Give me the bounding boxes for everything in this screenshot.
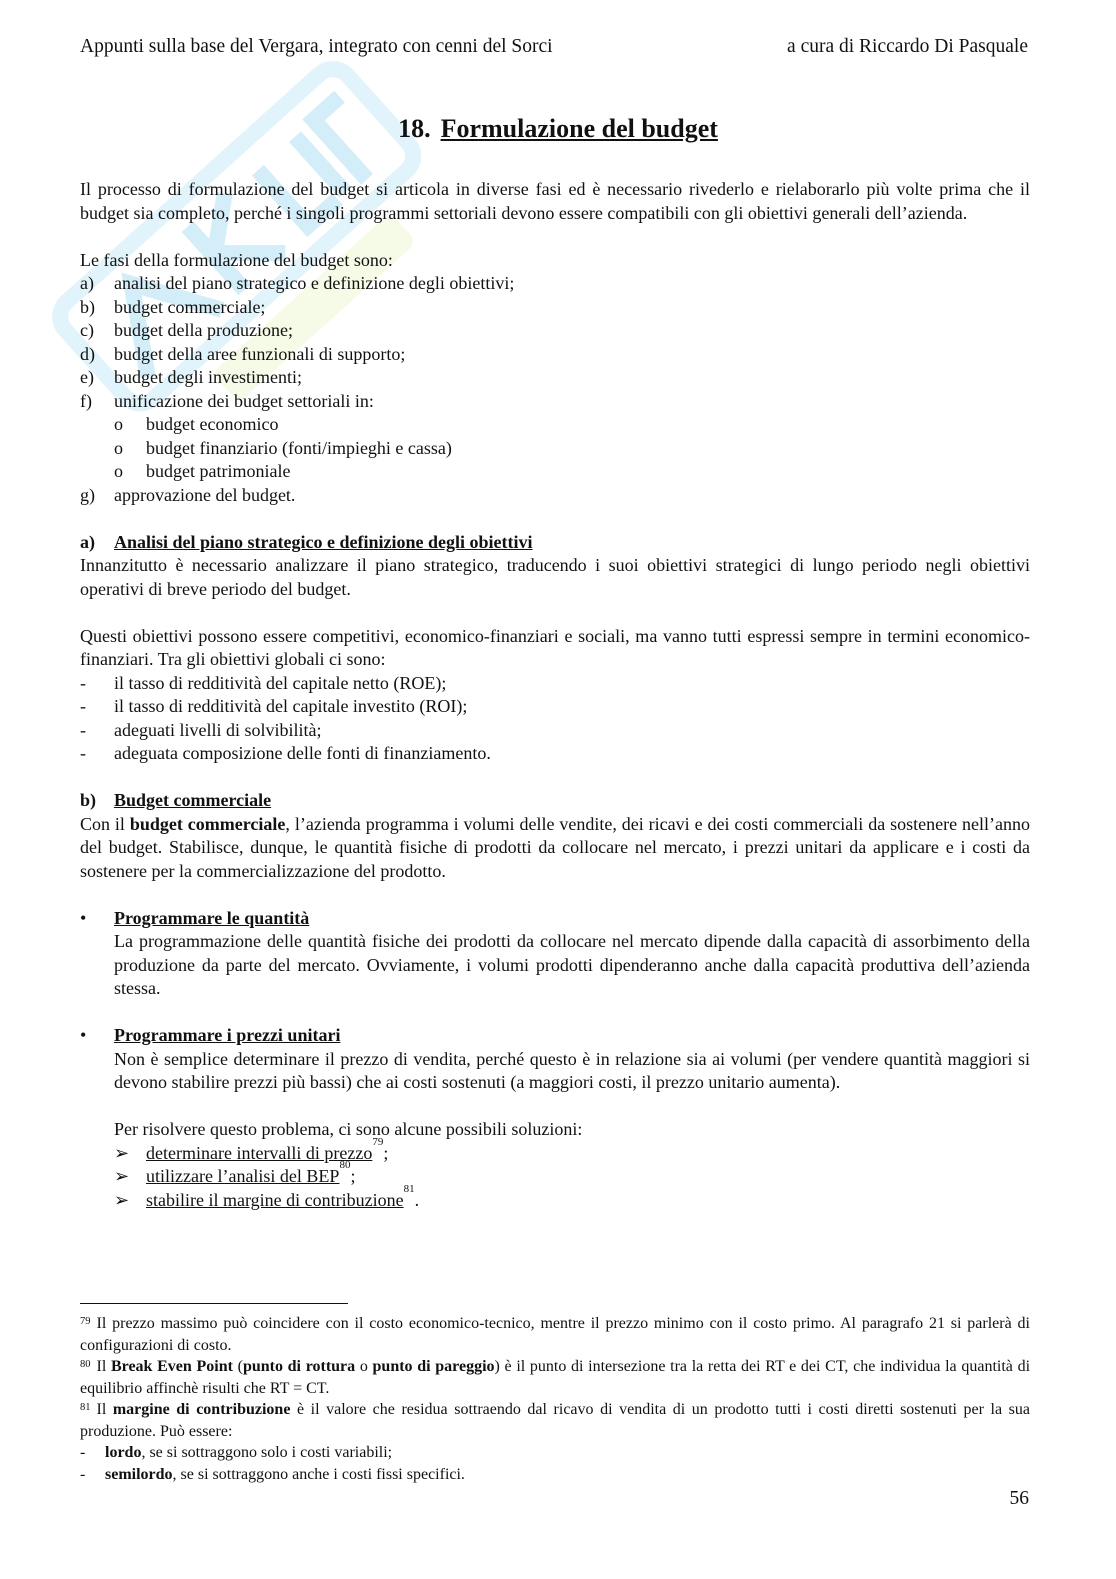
intro-paragraph: Il processo di formulazione del budget si articola in diverse fasi ed è necessario rivederlo e rielaborarlo più volte prima che il budget sia completo, perché i singoli programmi settoriali devono essere compatibili con gli obiettivi generali dell’azienda. <box>80 179 1030 223</box>
list-item: a) analisi del piano strategico e definizione degli obiettivi; <box>80 273 515 293</box>
main-content <box>80 178 1030 1212</box>
list-item: b) budget commerciale; <box>80 296 266 317</box>
solution-item: ➢ utilizzare l’analisi del BEP 80 ; <box>80 1165 1030 1189</box>
page-title <box>0 114 1116 144</box>
bullet-quantita: • Programmare le quantità La programmazione delle quantità fisiche dei prodotti da collocare nel mercato dipende dalla capacità di assorbimento della produzione da parte del mercato. Ovviamente, i volumi prodotti dipenderanno anche dalla capacità produttiva dell’azienda stessa. <box>80 907 1030 1001</box>
section-a-heading: a) Analisi del piano strategico e definizione degli obiettivi <box>80 531 533 552</box>
section-a-paragraph-2: Questi obiettivi possono essere competitivi, economico-finanziari e sociali, ma vanno tutti espressi sempre in termini economico-finanziari. Tra gli obiettivi globali ci sono: <box>80 625 1030 669</box>
footnote-list-item: - lordo, se si sottraggono solo i costi variabili; <box>80 1444 393 1461</box>
phases-list <box>80 272 1030 507</box>
solution-item: ➢ stabilire il margine di contribuzione 81 . <box>80 1189 1030 1213</box>
list-item: e) budget degli investimenti; <box>80 367 302 387</box>
footnote-ref[interactable]: 81 <box>403 1182 415 1195</box>
bullet-text: Non è semplice determinare il prezzo di vendita, perché questo è in relazione sia ai volumi (per vendere quantità maggiori si devono stabilire prezzi più bassi) che ai costi sostenuti (a maggiori costi, il prezzo unitario aumenta). <box>114 1048 1030 1092</box>
solutions-intro: Per risolvere questo problema, ci sono alcune possibili soluzioni: <box>114 1119 583 1139</box>
footnote-divider <box>80 1303 348 1304</box>
footnote-79: $^{79}$ Il prezzo massimo può coincidere con il costo economico-tecnico, mentre il prezzo minimo con il costo primo. Al paragrafo 21 si parlerà di configurazioni di costo. <box>80 1315 1030 1354</box>
footnote-ref[interactable]: 79 <box>372 1135 384 1148</box>
footnotes <box>80 1313 1030 1485</box>
footnote-ref[interactable]: 80 <box>339 1159 351 1171</box>
bullet-prezzi: • Programmare i prezzi unitari Non è semplice determinare il prezzo di vendita, perché questo è in relazione sia ai volumi (per vendere quantità maggiori si devono stabilire prezzi più bassi) che ai costi sostenuti (a maggiori costi, il prezzo unitario aumenta). Per risolvere questo problema, ci sono alcune possibili soluzioni: <box>80 1024 1030 1142</box>
sub-list-item: o budget patrimoniale <box>114 461 291 481</box>
bullet-heading: Programmare le quantità <box>114 907 310 928</box>
list-item: - il tasso di redditività del capitale netto (ROE); <box>80 672 447 693</box>
footnote-81: $^{81}$ Il margine di contribuzione è il valore che residua sottraendo dal ricavo di vendita di un prodotto tutti i costi diretti sostenuti per la sua produzione. Può essere: <box>80 1401 1030 1440</box>
sub-list-item: o budget economico <box>114 414 279 434</box>
bullet-text: La programmazione delle quantità fisiche dei prodotti da collocare nel mercato dipende dalla capacità di assorbimento della produzione da parte del mercato. Ovviamente, i volumi prodotti dipenderanno anche dalla capacità produttiva dell’azienda stessa. <box>114 931 1030 998</box>
header-right: a cura di Riccardo Di Pasquale <box>787 36 1028 57</box>
sub-list-item: o budget finanziario (fonti/impieghi e cassa) <box>114 437 452 458</box>
list-item: g) approvazione del budget. <box>80 484 296 505</box>
phases-intro: Le fasi della formulazione del budget sono: <box>80 249 393 270</box>
list-item: d) budget della aree funzionali di supporto; <box>80 343 406 364</box>
list-item: c) budget della produzione; <box>80 320 293 340</box>
list-item: - adeguata composizione delle fonti di finanziamento. <box>80 743 491 763</box>
section-a-paragraph-1: Innanzitutto è necessario analizzare il piano strategico, traducendo i suoi obiettivi strategici di lungo periodo negli obiettivi operativi di breve periodo del budget. <box>80 555 1030 599</box>
footnote-list-item: - semilordo, se si sottraggono anche i costi fissi specifici. <box>80 1465 465 1483</box>
page-number: 56 <box>1009 1488 1029 1509</box>
title-text: Formulazione del budget <box>440 114 718 143</box>
list-item: - il tasso di redditività del capitale investito (ROI); <box>80 696 468 716</box>
bullet-heading: Programmare i prezzi unitari <box>114 1025 341 1045</box>
list-item: - adeguati livelli di solvibilità; <box>80 719 322 740</box>
section-b-paragraph: Con il budget commerciale, l’azienda programma i volumi delle vendite, dei ricavi e dei costi commerciali da sostenere nell’anno del budget. Stabilisce, dunque, le quantità fisiche di prodotti da collocare nel mercato, i prezzi unitari da applicare e i costi da sostenere per la commercializzazione del prodotto. <box>80 813 1030 881</box>
header-left: Appunti sulla base del Vergara, integrato con cenni del Sorci <box>80 36 553 57</box>
solution-item: ➢ determinare intervalli di prezzo 79 ; <box>80 1142 1030 1166</box>
title-number: 18. <box>398 114 431 143</box>
list-item: f) unificazione dei budget settoriali in: <box>80 390 374 411</box>
section-b-heading: b) Budget commerciale <box>80 790 272 810</box>
footnote-80: $^{80}$ Il Break Even Point (punto di rottura o punto di pareggio) è il punto di intersezione tra la retta dei RT e dei CT, che individua la quantità di equilibrio affinchè risulti che RT = CT. <box>80 1358 1031 1397</box>
